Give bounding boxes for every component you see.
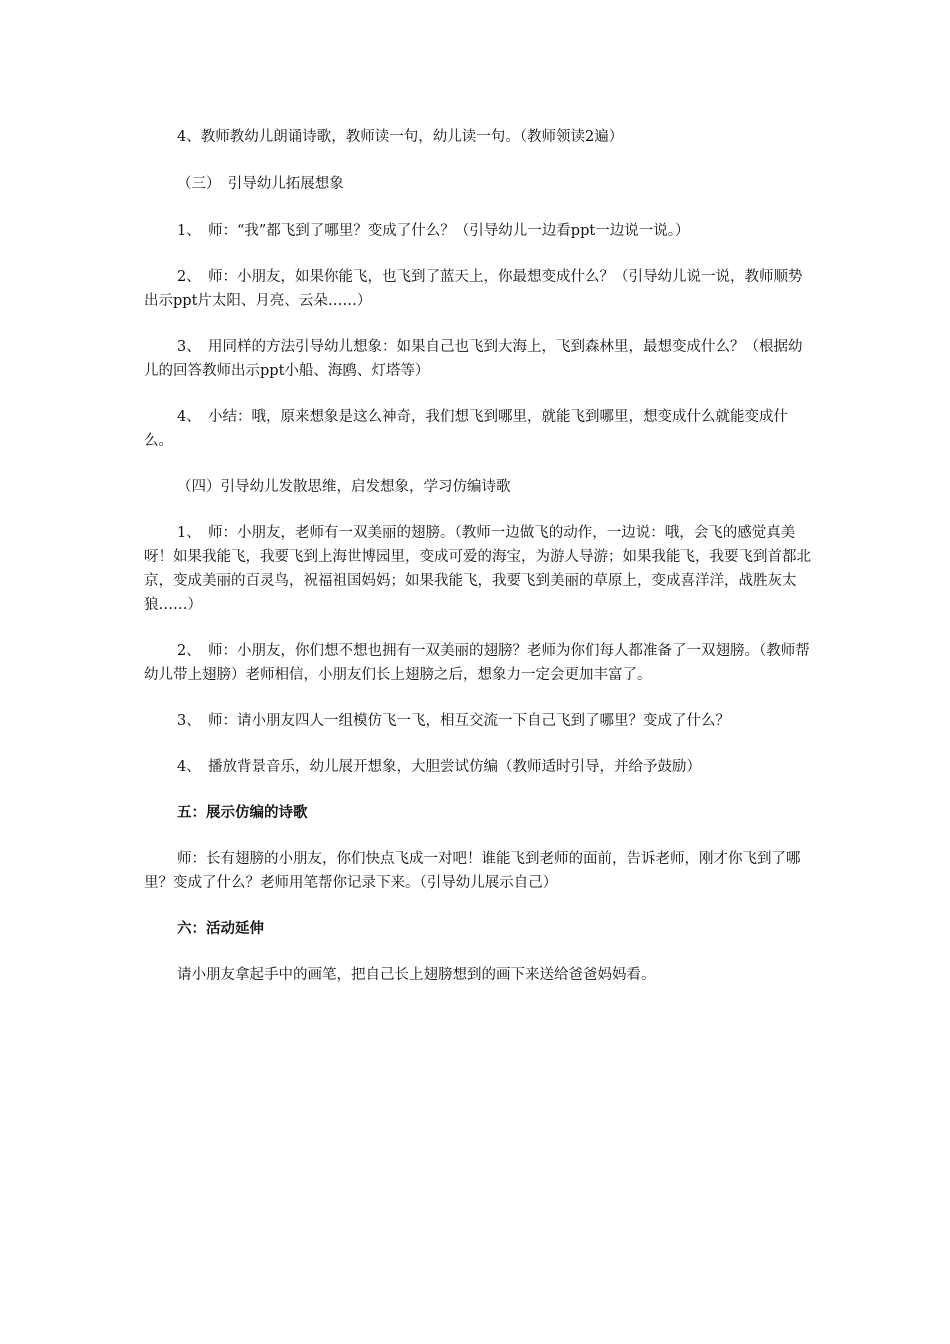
paragraph-teach-recite: 4、教师教幼儿朗诵诗歌，教师读一句，幼儿读一句。（教师领读2遍）: [177, 129, 624, 145]
paragraph-wings-prepare: 2、 师：小朋友，你们想不想也拥有一双美丽的翅膀？老师为你们每人都准备了一双翅膀。（教师帮幼儿带上翅膀）老师相信，小朋友们长上翅膀之后，想象力一定会更加丰富了。: [144, 643, 810, 683]
paragraph-step-3: 3、 用同样的方法引导幼儿想象：如果自己也飞到大海上，飞到森林里，最想变成什么？（根据幼儿的回答教师出示ppt小船、海鸥、灯塔等）: [144, 339, 803, 379]
section-heading-show-poems: 五：展示仿编的诗歌: [177, 805, 308, 821]
paragraph-extension: 请小朋友拿起手中的画笔，把自己长上翅膀想到的画下来送给爸爸妈妈看。: [177, 967, 656, 983]
paragraph-step-2: 2、 师：小朋友，如果你能飞，也飞到了蓝天上，你最想变成什么？（引导幼儿说一说，教师顺势出示ppt片太阳、月亮、云朵……）: [144, 269, 803, 309]
paragraph-group-imitate: 3、 师：请小朋友四人一组模仿飞一飞，相互交流一下自己飞到了哪里？变成了什么？: [177, 713, 730, 729]
section-heading-extension: 六：活动延伸: [177, 921, 264, 937]
paragraph-step-1: 1、 师：“我”都飞到了哪里？变成了什么？（引导幼儿一边看ppt一边说一说。）: [177, 223, 690, 239]
paragraph-show-poems: 师：长有翅膀的小朋友，你们快点飞成一对吧！谁能飞到老师的面前，告诉老师，刚才你飞到了哪里？变成了什么？老师用笔帮你记录下来。（引导幼儿展示自己）: [144, 851, 801, 891]
section-heading-expand-imagination: （三） 引导幼儿拓展想象: [177, 176, 344, 192]
paragraph-background-music: 4、 播放背景音乐，幼儿展开想象，大胆尝试仿编（教师适时引导，并给予鼓励）: [177, 759, 701, 775]
section-heading-divergent-thinking: （四）引导幼儿发散思维，启发想象，学习仿编诗歌: [177, 479, 511, 495]
paragraph-summary: 4、 小结：哦，原来想象是这么神奇，我们想飞到哪里，就能飞到哪里，想变成什么就能变成什么。: [144, 409, 788, 449]
paragraph-wings-demo: 1、 师：小朋友，老师有一双美丽的翅膀。（教师一边做飞的动作，一边说：哦，会飞的感觉真美呀！如果我能飞，我要飞到上海世博园里，变成可爱的海宝，为游人导游；如果我能飞，我要飞到首都北京，变成美丽的百灵鸟，祝福祖国妈妈；如果我能飞，我要飞到美丽的草原上，变成喜洋洋，战胜灰太狼……）: [144, 525, 811, 613]
document-body: [144, 125, 814, 987]
